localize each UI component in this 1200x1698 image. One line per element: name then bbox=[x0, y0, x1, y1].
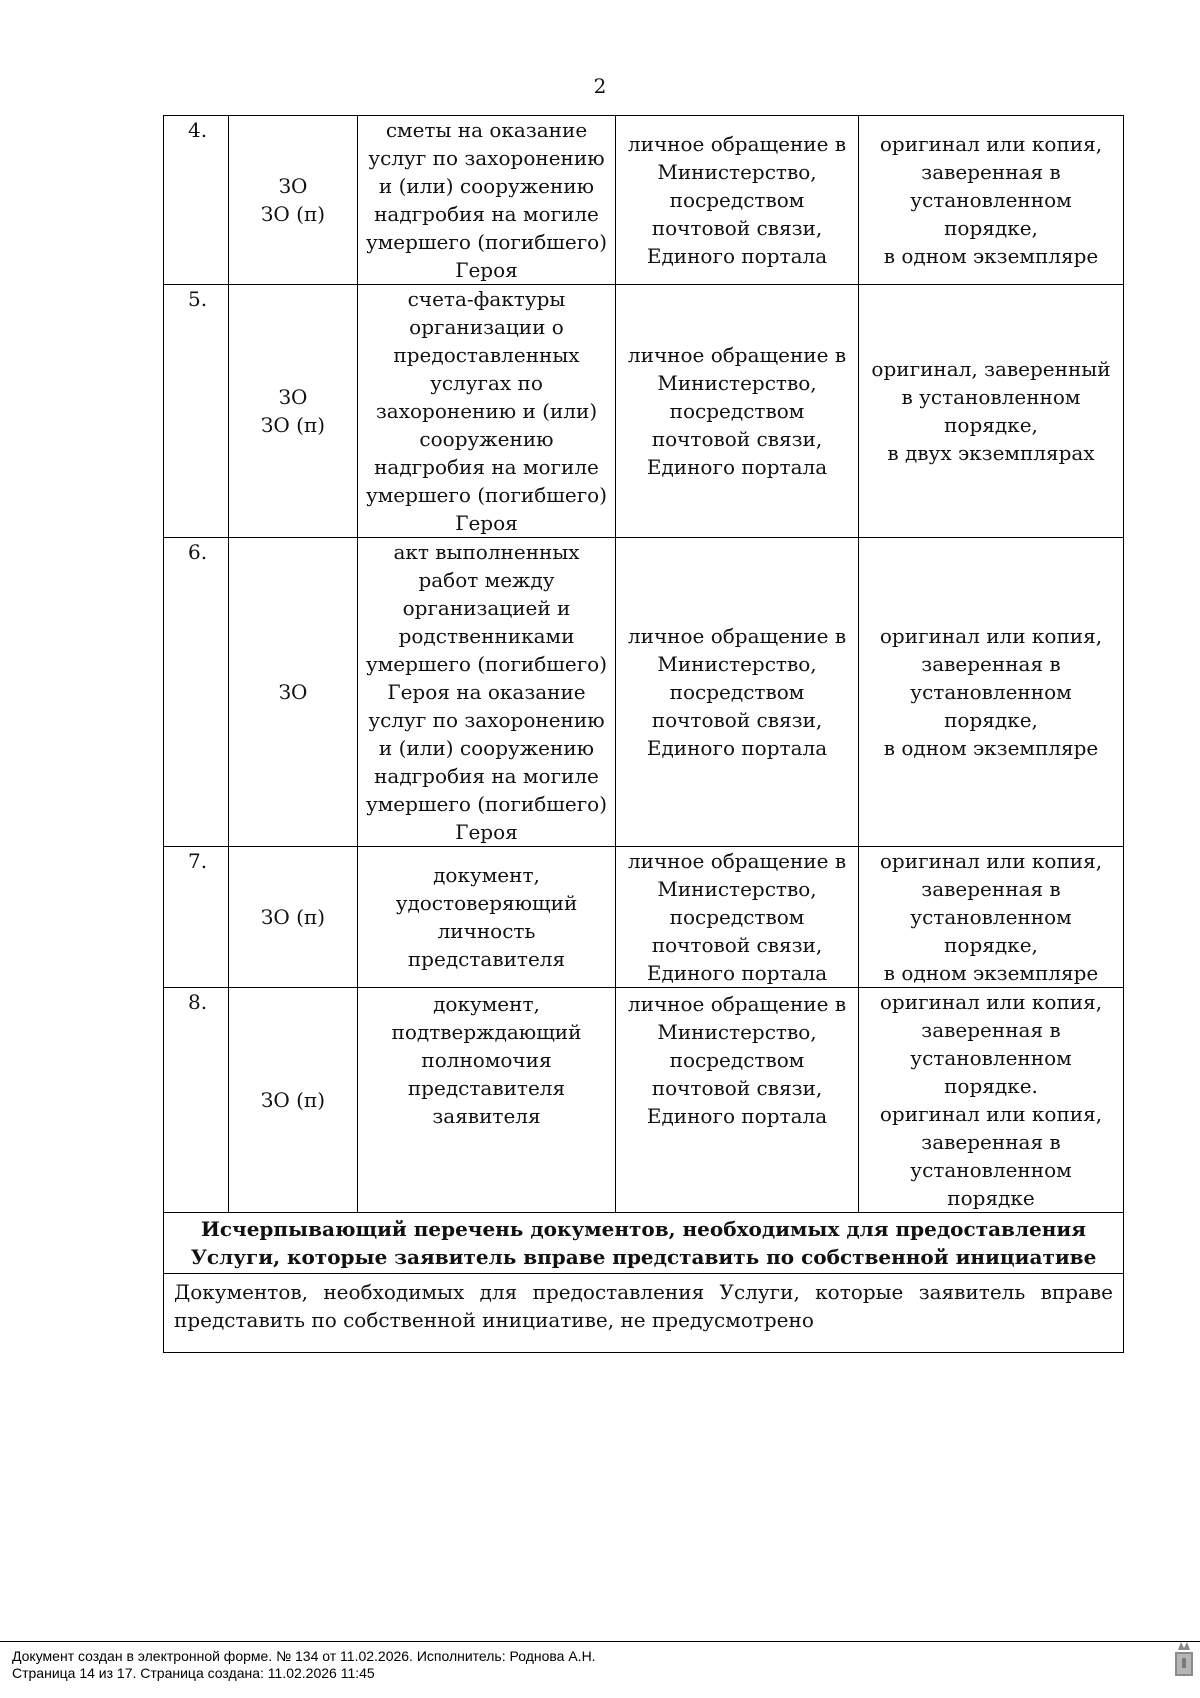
row-number: 7. bbox=[164, 847, 229, 988]
table-row bbox=[164, 538, 1124, 847]
row-number: 6. bbox=[164, 538, 229, 847]
section-note-row bbox=[164, 1274, 1124, 1353]
section-note: Документов, необходимых для предоставления Услуги, которые заявитель вправе представить по собственной инициативе, не предусмотрено bbox=[164, 1274, 1124, 1353]
footer-line-2: Страница 14 из 17. Страница создана: 11.02.2026 11:45 bbox=[12, 1665, 375, 1681]
section-title: Исчерпывающий перечень документов, необходимых для предоставления Услуги, которые заявитель вправе представить по собственной инициативе bbox=[164, 1213, 1124, 1274]
document-requirements: оригинал или копия, заверенная в установленном порядке, в одном экземпляре bbox=[859, 538, 1124, 847]
submission-method: личное обращение в Министерство, посредством почтовой связи, Единого портала bbox=[616, 988, 859, 1213]
submission-method: личное обращение в Министерство, посредством почтовой связи, Единого портала bbox=[616, 847, 859, 988]
table-row bbox=[164, 847, 1124, 988]
row-number: 5. bbox=[164, 285, 229, 538]
applicant-code: ЗО ЗО (п) bbox=[229, 116, 358, 285]
table-row bbox=[164, 988, 1124, 1213]
document-requirements: оригинал или копия, заверенная в установленном порядке, в одном экземпляре bbox=[859, 116, 1124, 285]
submission-method: личное обращение в Министерство, посредством почтовой связи, Единого портала bbox=[616, 285, 859, 538]
table-row bbox=[164, 116, 1124, 285]
applicant-code: ЗО (п) bbox=[229, 988, 358, 1213]
submission-method: личное обращение в Министерство, посредством почтовой связи, Единого портала bbox=[616, 538, 859, 847]
applicant-code: ЗО (п) bbox=[229, 847, 358, 988]
document-requirements: оригинал или копия, заверенная в установленном порядке, в одном экземпляре bbox=[859, 847, 1124, 988]
document-requirements: оригинал или копия, заверенная в установленном порядке. оригинал или копия, заверенная в установленном порядке bbox=[859, 988, 1124, 1213]
footer-divider bbox=[0, 1641, 1200, 1642]
document-name: документ, подтверждающий полномочия представителя заявителя bbox=[358, 988, 616, 1213]
table-row bbox=[164, 285, 1124, 538]
document-footer bbox=[12, 1648, 596, 1682]
document-name: акт выполненных работ между организацией и родственниками умершего (погибшего) Героя на оказание услуг по захоронению и (или) сооружению надгробия на могиле умершего (погибшего) Героя bbox=[358, 538, 616, 847]
applicant-code: ЗО bbox=[229, 538, 358, 847]
row-number: 4. bbox=[164, 116, 229, 285]
document-name: сметы на оказание услуг по захоронению и (или) сооружению надгробия на могиле умершего (погибшего) Героя bbox=[358, 116, 616, 285]
coat-of-arms-icon bbox=[1173, 1638, 1195, 1682]
document-name: документ, удостоверяющий личность представителя bbox=[358, 847, 616, 988]
submission-method: личное обращение в Министерство, посредством почтовой связи, Единого портала bbox=[616, 116, 859, 285]
document-requirements: оригинал, заверенный в установленном порядке, в двух экземплярах bbox=[859, 285, 1124, 538]
row-number: 8. bbox=[164, 988, 229, 1213]
applicant-code: ЗО ЗО (п) bbox=[229, 285, 358, 538]
page-number: 2 bbox=[593, 74, 607, 98]
documents-table bbox=[163, 115, 1124, 1353]
section-header-row bbox=[164, 1213, 1124, 1274]
footer-line-1: Документ создан в электронной форме. № 134 от 11.02.2026. Исполнитель: Роднова А.Н. bbox=[12, 1648, 596, 1664]
document-name: счета-фактуры организации о предоставленных услугах по захоронению и (или) сооружению надгробия на могиле умершего (погибшего) Героя bbox=[358, 285, 616, 538]
